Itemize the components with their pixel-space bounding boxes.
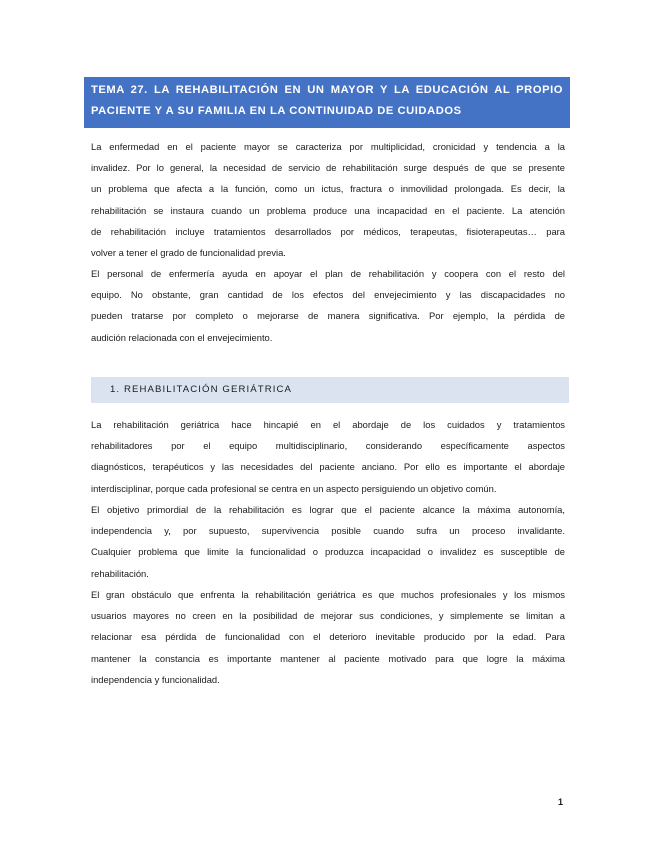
text-line: rehabilitación se instaura cuando un problema produce una incapacidad en el paciente. La atención bbox=[91, 204, 565, 216]
text-line: un problema que afecta a la función, como un ictus, fractura o inmovilidad prolongada. Es decir, la bbox=[91, 183, 565, 195]
text-line: independencia y, por supuesto, supervivencia posible cuando sufra un proceso invalidante. bbox=[91, 525, 565, 537]
text-line: relacionar esa pérdida de funcionalidad con el deterioro inevitable producido por la edad. Para bbox=[91, 631, 565, 643]
text-line: El gran obstáculo que enfrenta la rehabilitación geriátrica es que muchos profesionales y los mismos bbox=[91, 589, 565, 600]
intro-paragraph-1 bbox=[91, 136, 565, 263]
text-line: pueden tratarse por completo o mejorarse de manera significativa. Por ejemplo, la pérdida de bbox=[91, 310, 565, 322]
text-line: mantener la constancia es importante mantener al paciente motivado para que logre la máxima bbox=[91, 652, 565, 664]
text-line: interdisciplinar, porque cada profesional se centra en un aspecto persiguiendo un objetivo común. bbox=[91, 482, 497, 494]
text-line: rehabilitadores por el equipo multidisciplinario, considerando específicamente aspectos bbox=[91, 440, 565, 452]
title-banner bbox=[84, 77, 570, 128]
title-line-2: PACIENTE Y A SU FAMILIA EN LA CONTINUIDAD DE CUIDADOS bbox=[91, 105, 462, 117]
text-line: El objetivo primordial de la rehabilitación es lograr que el paciente alcance la máxima autonomía, bbox=[91, 504, 565, 515]
text-line: diagnósticos, terapéuticos y las necesidades del paciente anciano. Por ello es importante el abordaje bbox=[91, 461, 565, 473]
section-heading: 1. REHABILITACIÓN GERIÁTRICA bbox=[110, 384, 293, 395]
text-line: invalidez. Por lo general, la necesidad de servicio de rehabilitación surge después de que se presente bbox=[91, 162, 565, 174]
section1-paragraph-1 bbox=[91, 414, 565, 499]
text-line: El personal de enfermería ayuda en apoyar el plan de rehabilitación y coopera con el resto del bbox=[91, 268, 565, 279]
text-line: volver a tener el grado de funcionalidad previa. bbox=[91, 246, 286, 258]
text-line: audición relacionada con el envejecimiento. bbox=[91, 331, 273, 343]
text-line: rehabilitación. bbox=[91, 567, 149, 579]
text-line: La enfermedad en el paciente mayor se caracteriza por multiplicidad, cronicidad y tendencia a la bbox=[91, 141, 565, 152]
text-line: usuarios mayores no creen en la posibilidad de mejorar sus condiciones, y simplemente se limitan a bbox=[91, 610, 565, 622]
section1-paragraph-2 bbox=[91, 499, 565, 584]
text-line: independencia y funcionalidad. bbox=[91, 673, 220, 685]
text-line: La rehabilitación geriátrica hace hincapié en el abordaje de los cuidados y tratamientos bbox=[91, 419, 565, 430]
text-line: de rehabilitación incluye tratamientos desarrollados por médicos, terapeutas, fisioterapeutas… para bbox=[91, 225, 565, 237]
page-number: 1 bbox=[558, 797, 564, 807]
section-heading-bar bbox=[91, 377, 569, 403]
text-line: equipo. No obstante, gran cantidad de los efectos del envejecimiento y las discapacidades no bbox=[91, 289, 565, 301]
title-line-1: TEMA 27. LA REHABILITACIÓN EN UN MAYOR Y LA EDUCACIÓN AL PROPIO bbox=[91, 84, 563, 96]
section1-paragraph-3 bbox=[91, 584, 565, 690]
text-line: Cualquier problema que limite la funcionalidad o produzca incapacidad o invalidez es susceptible de bbox=[91, 546, 565, 558]
intro-paragraph-2 bbox=[91, 263, 565, 348]
